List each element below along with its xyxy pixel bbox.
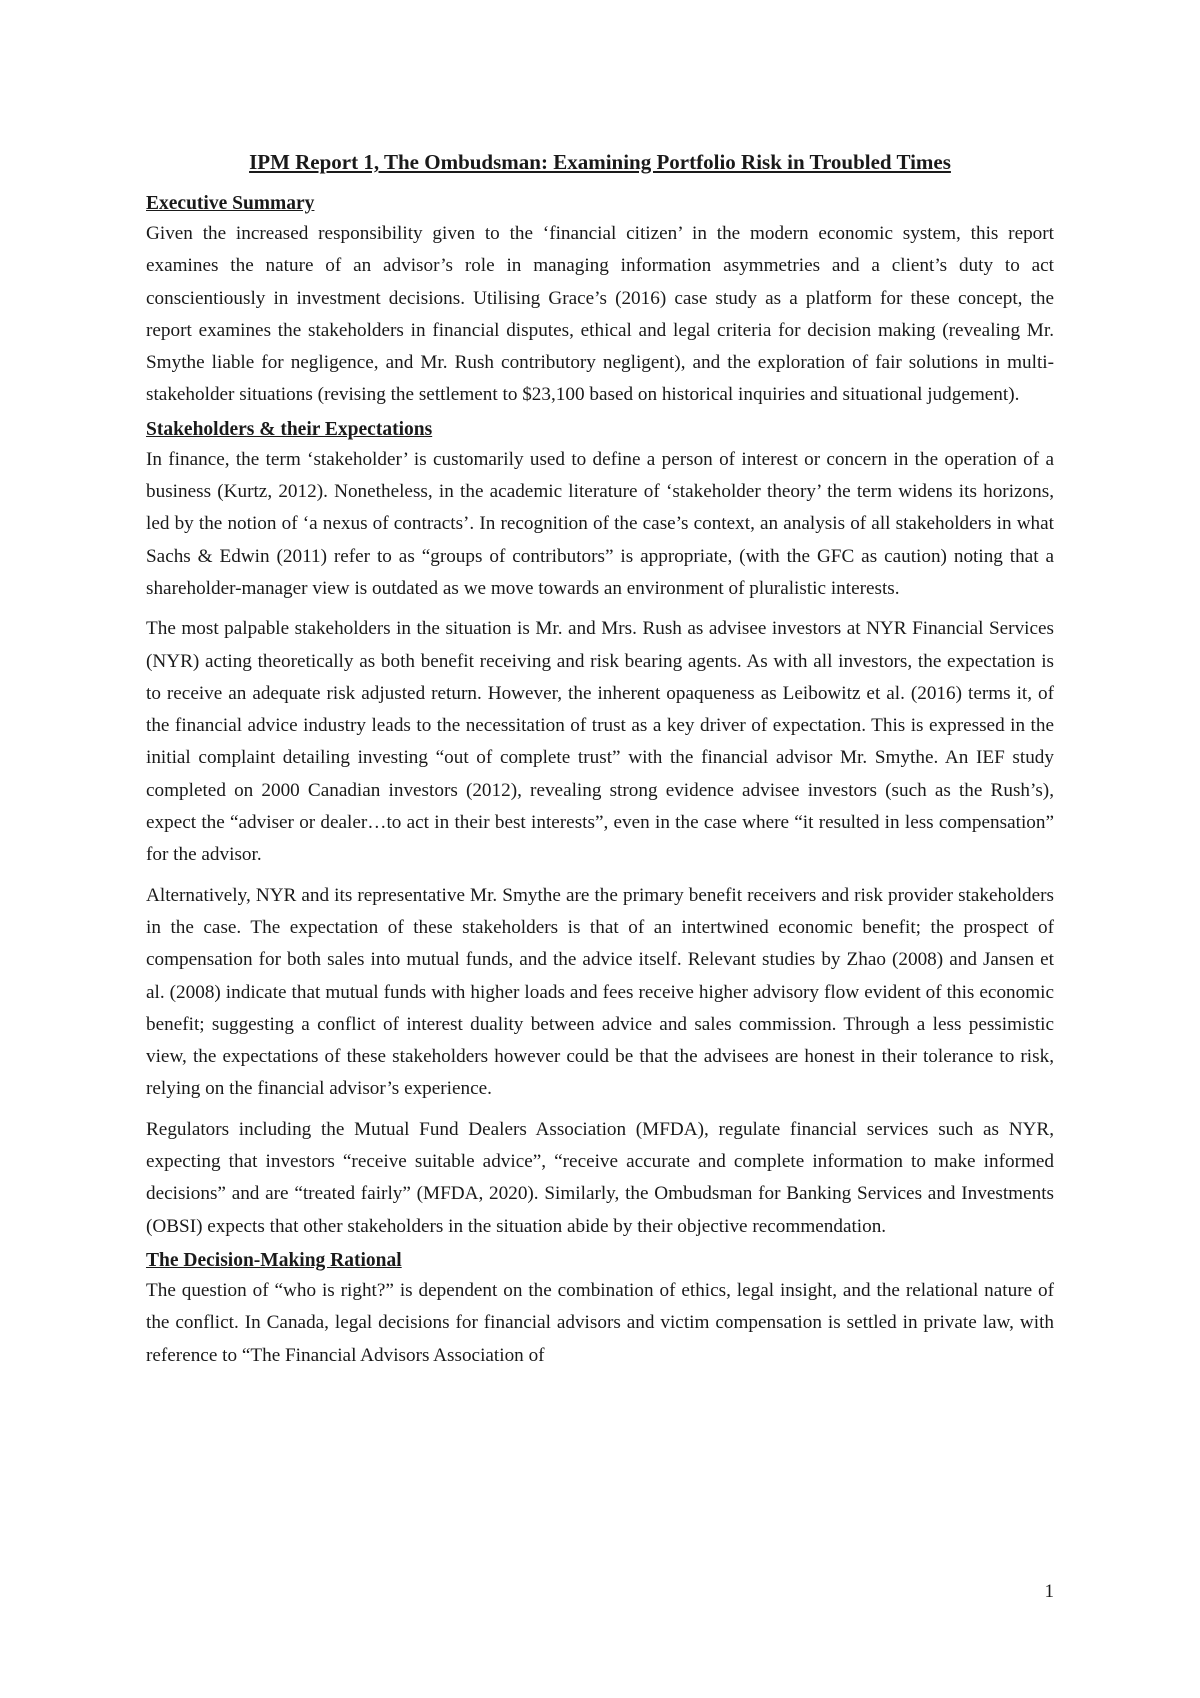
paragraph: The most palpable stakeholders in the situation is Mr. and Mrs. Rush as advisee investors at NYR Financial Services (NYR) acting theoretically as both benefit receiving and risk bearing agents. As with all investors, the expectation is to receive an adequate risk adjusted return. However, the inherent opaqueness as Leibowitz et al. (2016) terms it, of the financial advice industry leads to the necessitation of trust as a key driver of expectation. This is expressed in the initial complaint detailing investing “out of complete trust” with the financial advisor Mr. Smythe. An IEF study completed on 2000 Canadian investors (2012), revealing strong evidence advisee investors (such as the Rush’s), expect the “adviser or dealer…to act in their best interests”, even in the case where “it resulted in less compensation” for the advisor. [146, 618, 1054, 866]
page-number: 1 [1044, 1581, 1054, 1602]
paragraph: Alternatively, NYR and its representative Mr. Smythe are the primary benefit receivers and risk provider stakeholders in the case. The expectation of these stakeholders is that of an intertwined economic benefit; the prospect of compensation for both sales into mutual funds, and the advice itself. Relevant studies by Zhao (2008) and Jansen et al. (2008) indicate that mutual funds with higher loads and fees receive higher advisory flow evident of this economic benefit; suggesting a conflict of interest duality between advice and sales commission. Through a less pessimistic view, the expectations of these stakeholders however could be that the advisees are honest in their tolerance to risk, relying on the financial advisor’s experience. [146, 884, 1054, 1100]
paragraph: Given the increased responsibility given to the ‘financial citizen’ in the modern economic system, this report examines the nature of an advisor’s role in managing information asymmetries and a client’s duty to act conscientiously in investment decisions. Utilising Grace’s (2016) case study as a platform for these concept, the report examines the stakeholders in financial disputes, ethical and legal criteria for decision making (revealing Mr. Smythe liable for negligence, and Mr. Rush contributory negligent), and the exploration of fair solutions in multi-stakeholder situations (revising the settlement to $23,100 based on historical inquiries and situational judgement). [146, 223, 1054, 406]
section-stakeholders [146, 416, 1054, 1243]
document-title: IPM Report 1, The Ombudsman: Examining Portfolio Risk in Troubled Times [249, 150, 951, 174]
section-executive-summary [146, 190, 1054, 412]
paragraph: Regulators including the Mutual Fund Dealers Association (MFDA), regulate financial services such as NYR, expecting that investors “receive suitable advice”, “receive accurate and complete information to make informed decisions” and are “treated fairly” (MFDA, 2020). Similarly, the Ombudsman for Banking Services and Investments (OBSI) expects that other stakeholders in the situation abide by their objective recommendation. [146, 1118, 1054, 1237]
section-heading: Executive Summary [146, 193, 315, 214]
paragraph: The question of “who is right?” is dependent on the combination of ethics, legal insight, and the relational nature of the conflict. In Canada, legal decisions for financial advisors and victim compensation is settled in private law, with reference to “The Financial Advisors Association of [146, 1279, 1054, 1366]
paragraph: In finance, the term ‘stakeholder’ is customarily used to define a person of interest or concern in the operation of a business (Kurtz, 2012). Nonetheless, in the academic literature of ‘stakeholder theory’ the term widens its horizons, led by the notion of ‘a nexus of contracts’. In recognition of the case’s context, an analysis of all stakeholders in what Sachs & Edwin (2011) refer to as “groups of contributors” is appropriate, (with the GFC as caution) noting that a shareholder-manager view is outdated as we move towards an environment of pluralistic interests. [146, 448, 1054, 599]
section-decision-making [146, 1247, 1054, 1372]
section-heading: Stakeholders & their Expectations [146, 418, 433, 440]
section-heading: The Decision-Making Rational [146, 1249, 402, 1271]
document-body [146, 190, 1054, 1372]
